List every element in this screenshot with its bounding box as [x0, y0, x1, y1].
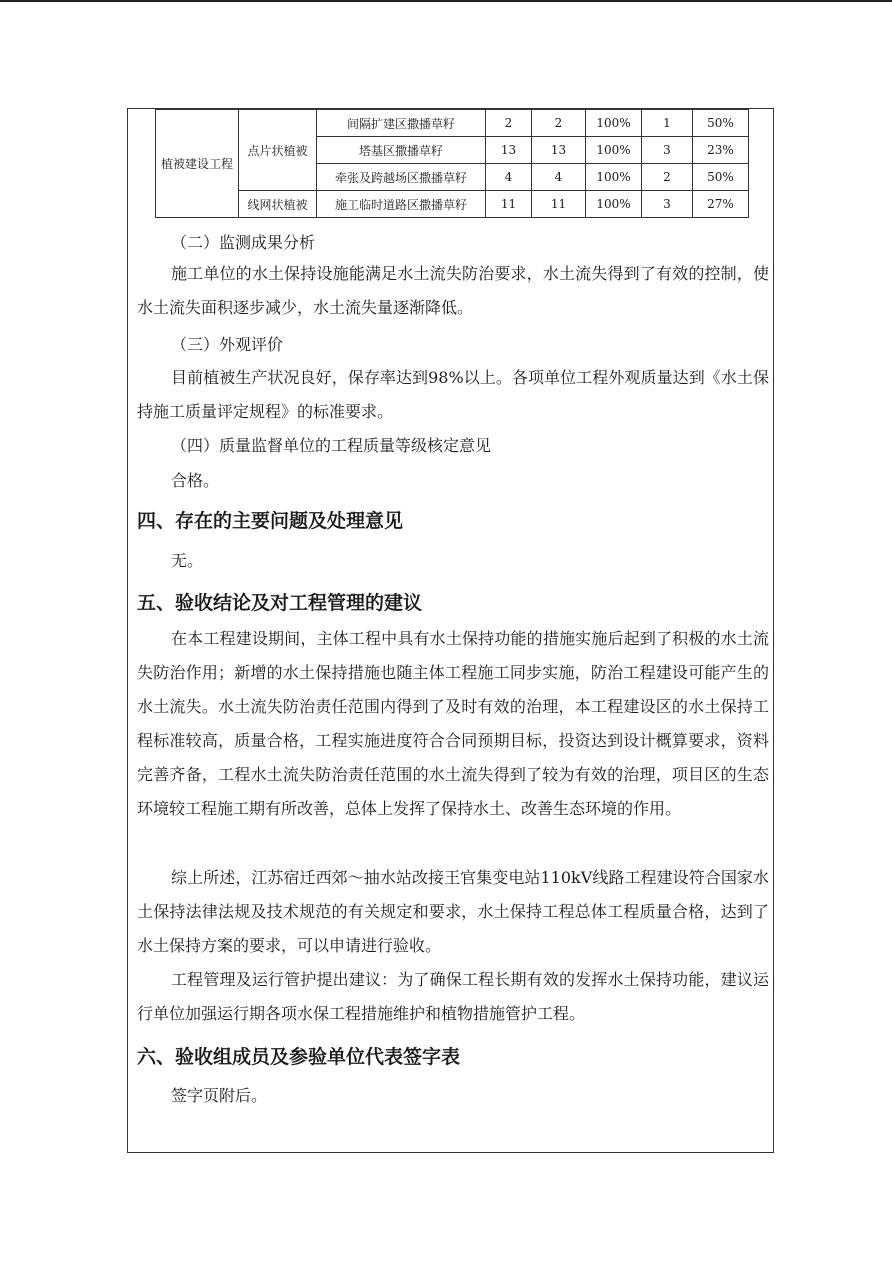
- rate-cell: 100%: [586, 110, 642, 137]
- value-cell: 3: [642, 191, 693, 218]
- rate-cell: 50%: [693, 164, 749, 191]
- value-cell: 11: [486, 191, 532, 218]
- rate-cell: 100%: [586, 191, 642, 218]
- table-row: [156, 110, 749, 137]
- section-2-text: 施工单位的水土保持设施能满足水土流失防治要求，水土流失得到了有效的控制，使水土流失面积逐步减少，水土流失量逐渐降低。: [137, 264, 769, 317]
- value-cell: 2: [532, 110, 586, 137]
- value-cell: 13: [532, 137, 586, 164]
- rate-cell: 100%: [586, 137, 642, 164]
- item-cell: 牵张及跨越场区撒播草籽: [317, 164, 486, 191]
- subcategory-cell: 点片状植被: [239, 110, 317, 191]
- value-cell: 3: [642, 137, 693, 164]
- monitoring-table: [155, 109, 749, 218]
- conclusion-paragraph-3: 工程管理及运行管护提出建议：为了确保工程长期有效的发挥水土保持功能，建议运行单位加强运行期各项水保工程措施维护和植物措施管护工程。: [137, 970, 769, 1023]
- heading-signatures: 六、验收组成员及参验单位代表签字表: [137, 1046, 461, 1068]
- heading-problems: 四、存在的主要问题及处理意见: [137, 510, 404, 532]
- value-cell: 11: [532, 191, 586, 218]
- value-cell: 2: [642, 164, 693, 191]
- conclusion-paragraph-2: 综上所述，江苏宿迁西郊～抽水站改接王官集变电站110kV线路工程建设符合国家水土保持法律法规及技术规范的有关规定和要求，水土保持工程总体工程质量合格，达到了水土保持方案的要求，可以申请进行验收。: [137, 868, 769, 955]
- value-cell: 4: [486, 164, 532, 191]
- section-4-text: 合格。: [171, 471, 220, 490]
- section-3-title: （三）外观评价: [171, 335, 284, 354]
- category-cell: 植被建设工程: [156, 110, 239, 218]
- conclusion-paragraph-1: 在本工程建设期间，主体工程中具有水土保持功能的措施实施后起到了积极的水土流失防治作用；新增的水土保持措施也随主体工程施工同步实施，防治工程建设可能产生的水土流失。水土流失防治责任范围内得到了及时有效的治理，本工程建设区的水土保持工程标准较高，质量合格，工程实施进度符合合同预期目标，投资达到设计概算要求，资料完善齐备，工程水土流失防治责任范围的水土流失得到了较为有效的治理，项目区的生态环境较工程施工期有所改善，总体上发挥了保持水土、改善生态环境的作用。: [137, 629, 769, 818]
- rate-cell: 27%: [693, 191, 749, 218]
- top-rule: [0, 0, 892, 2]
- item-cell: 施工临时道路区撒播草籽: [317, 191, 486, 218]
- section-3-text: 目前植被生产状况良好，保存率达到98%以上。各项单位工程外观质量达到《水土保持施工质量评定规程》的标准要求。: [137, 368, 769, 421]
- value-cell: 4: [532, 164, 586, 191]
- section-2-title: （二）监测成果分析: [171, 233, 316, 252]
- value-cell: 13: [486, 137, 532, 164]
- item-cell: 塔基区撒播草籽: [317, 137, 486, 164]
- rate-cell: 50%: [693, 110, 749, 137]
- subcategory-cell: 线网状植被: [239, 191, 317, 218]
- item-cell: 间隔扩建区撒播草籽: [317, 110, 486, 137]
- rate-cell: 23%: [693, 137, 749, 164]
- value-cell: 2: [486, 110, 532, 137]
- rate-cell: 100%: [586, 164, 642, 191]
- value-cell: 1: [642, 110, 693, 137]
- signatures-text: 签字页附后。: [171, 1086, 268, 1105]
- table-row: [156, 191, 749, 218]
- section-4-title: （四）质量监督单位的工程质量等级核定意见: [171, 436, 492, 455]
- heading-conclusion: 五、验收结论及对工程管理的建议: [137, 592, 423, 614]
- problems-text: 无。: [171, 551, 204, 570]
